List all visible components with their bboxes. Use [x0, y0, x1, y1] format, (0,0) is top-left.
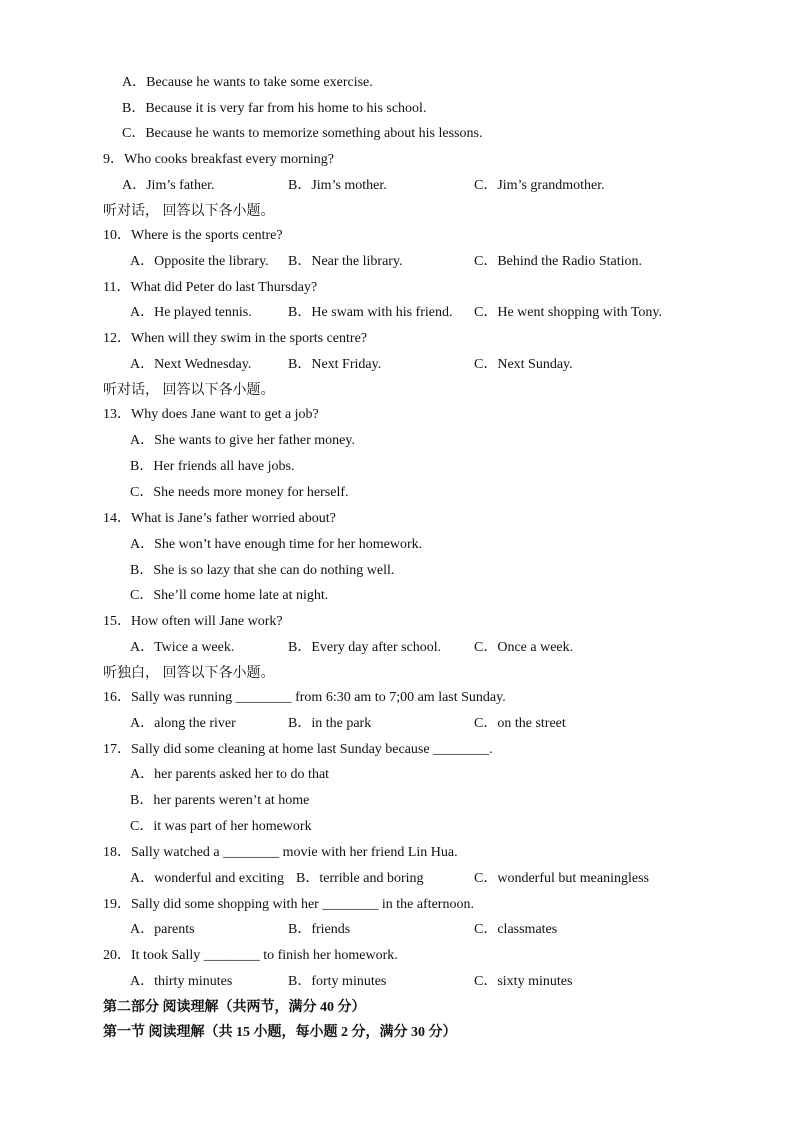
q12-question: 12．When will they swim in the sports centre?: [103, 331, 367, 346]
q20-option-c: C．sixty minutes: [474, 974, 573, 989]
q8-option-c: C．Because he wants to memorize something about his lessons.: [122, 126, 483, 141]
section-instruction-monologue: 听独白， 回答以下各小题。: [103, 666, 275, 681]
q19-option-c: C．classmates: [474, 922, 558, 937]
q11-option-c: C．He went shopping with Tony.: [474, 305, 663, 320]
q16-question: 16．Sally was running ________ from 6:30 am to 7;00 am last Sunday.: [103, 690, 506, 705]
q13-option-c: C．She needs more money for herself.: [130, 485, 349, 500]
q15-option-a: A．Twice a week.: [130, 640, 235, 655]
q15-option-b: B．Every day after school.: [288, 640, 442, 655]
q16-option-c: C．on the street: [474, 716, 566, 731]
q11-option-b: B．He swam with his friend.: [288, 305, 453, 320]
q18-option-b: B．terrible and boring: [296, 871, 424, 886]
q13-question: 13．Why does Jane want to get a job?: [103, 407, 319, 422]
q17-option-a: A．her parents asked her to do that: [130, 767, 330, 782]
q12-option-a: A．Next Wednesday.: [130, 357, 252, 372]
q10-question: 10．Where is the sports centre?: [103, 228, 283, 243]
q10-option-b: B．Near the library.: [288, 254, 403, 269]
q14-option-c: C．She’ll come home late at night.: [130, 588, 329, 603]
q13-option-b: B．Her friends all have jobs.: [130, 459, 295, 474]
section-instruction-dialogue-1: 听对话， 回答以下各小题。: [103, 204, 275, 219]
q11-option-a: A．He played tennis.: [130, 305, 252, 320]
q8-option-b: B．Because it is very far from his home to his school.: [122, 101, 427, 116]
q8-option-a: A．Because he wants to take some exercise.: [122, 75, 373, 90]
q11-question: 11．What did Peter do last Thursday?: [103, 280, 318, 295]
q15-option-c: C．Once a week.: [474, 640, 574, 655]
q18-option-a: A．wonderful and exciting: [130, 871, 284, 886]
q17-option-c: C．it was part of her homework: [130, 819, 312, 834]
q10-option-a: A．Opposite the library.: [130, 254, 269, 269]
q17-option-b: B．her parents weren’t at home: [130, 793, 310, 808]
q9-option-c: C．Jim’s grandmother.: [474, 178, 605, 193]
section-one-heading: 第一节 阅读理解（共 15 小题，每小题 2 分，满分 30 分）: [103, 1025, 457, 1040]
q17-question: 17．Sally did some cleaning at home last Sunday because ________.: [103, 742, 493, 757]
q19-question: 19．Sally did some shopping with her ________ in the afternoon.: [103, 897, 474, 912]
q19-option-b: B．friends: [288, 922, 351, 937]
q19-option-a: A．parents: [130, 922, 195, 937]
q15-question: 15．How often will Jane work?: [103, 614, 283, 629]
q20-option-a: A．thirty minutes: [130, 974, 233, 989]
q10-option-c: C．Behind the Radio Station.: [474, 254, 642, 269]
q14-option-a: A．She won’t have enough time for her homework.: [130, 537, 423, 552]
q20-question: 20．It took Sally ________ to finish her homework.: [103, 948, 398, 963]
q16-option-b: B．in the park: [288, 716, 372, 731]
q13-option-a: A．She wants to give her father money.: [130, 433, 355, 448]
q20-option-b: B．forty minutes: [288, 974, 387, 989]
q12-option-b: B．Next Friday.: [288, 357, 382, 372]
q12-option-c: C．Next Sunday.: [474, 357, 573, 372]
part-two-heading: 第二部分 阅读理解（共两节，满分 40 分）: [103, 1000, 366, 1015]
q16-option-a: A．along the river: [130, 716, 236, 731]
q18-option-c: C．wonderful but meaningless: [474, 871, 649, 886]
q14-option-b: B．She is so lazy that she can do nothing well.: [130, 563, 395, 578]
q9-option-b: B．Jim’s mother.: [288, 178, 387, 193]
q14-question: 14．What is Jane’s father worried about?: [103, 511, 336, 526]
section-instruction-dialogue-2: 听对话， 回答以下各小题。: [103, 383, 275, 398]
q9-option-a: A．Jim’s father.: [122, 178, 215, 193]
q18-question: 18．Sally watched a ________ movie with her friend Lin Hua.: [103, 845, 458, 860]
q9-question: 9．Who cooks breakfast every morning?: [103, 152, 334, 167]
